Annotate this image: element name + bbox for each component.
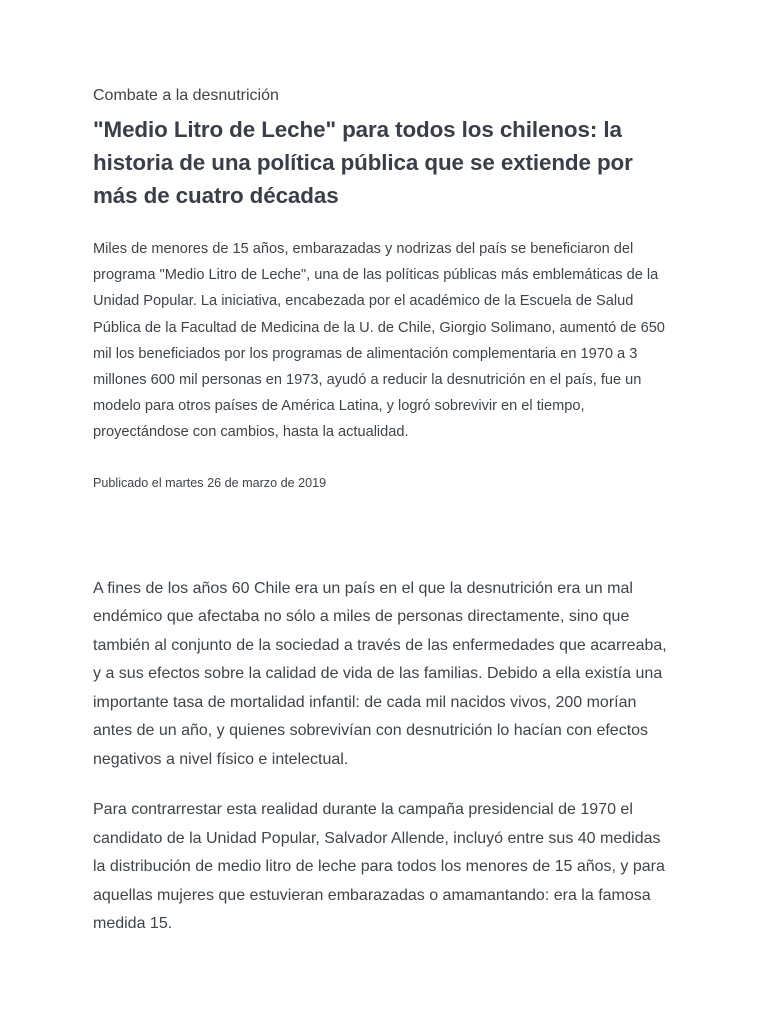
article-lead: Miles de menores de 15 años, embarazadas y nodrizas del país se beneficiaron del programa "Medio Litro de Leche", una de las políticas públicas más emblemáticas de la Unidad Popular. La iniciativa, encabezada por el académico de la Escuela de Salud Pública de la Facultad de Medicina de la U. de Chile, Giorgio Solimano, aumentó de 650 mil los beneficiados por los programas de alimentación complementaria en 1970 a 3 millones 600 mil personas en 1973, ayudó a reducir la desnutrición en el país, fue un modelo para otros países de América Latina, y logró sobrevivir en el tiempo, proyectándose con cambios, hasta la actualidad. (93, 241, 665, 441)
article (93, 0, 677, 939)
body-paragraph: A fines de los años 60 Chile era un país en el que la desnutrición era un mal endémico que afectaba no sólo a miles de personas directamente, sino que también al conjunto de la sociedad a través de las enfermedades que acarreaba, y a sus efectos sobre la calidad de vida de las familias. Debido a ella existía una importante tasa de mortalidad infantil: de cada mil nacidos vivos, 200 morían antes de un año, y quienes sobrevivían con desnutrición lo hacían con efectos negativos a nivel físico e intelectual. (93, 579, 667, 768)
body-paragraph: Para contrarrestar esta realidad durante la campaña presidencial de 1970 el candidato de la Unidad Popular, Salvador Allende, incluyó entre sus 40 medidas la distribución de medio litro de leche para todos los menores de 15 años, y para aquellas mujeres que estuvieran embarazadas o amamantando: era la famosa medida 15. (93, 801, 665, 933)
article-headline: "Medio Litro de Leche" para todos los chilenos: la historia de una política pública que se extiende por más de cuatro décadas (93, 117, 633, 208)
article-body (93, 575, 677, 939)
publish-date: Publicado el martes 26 de marzo de 2019 (93, 475, 327, 490)
article-kicker: Combate a la desnutrición (93, 87, 279, 104)
